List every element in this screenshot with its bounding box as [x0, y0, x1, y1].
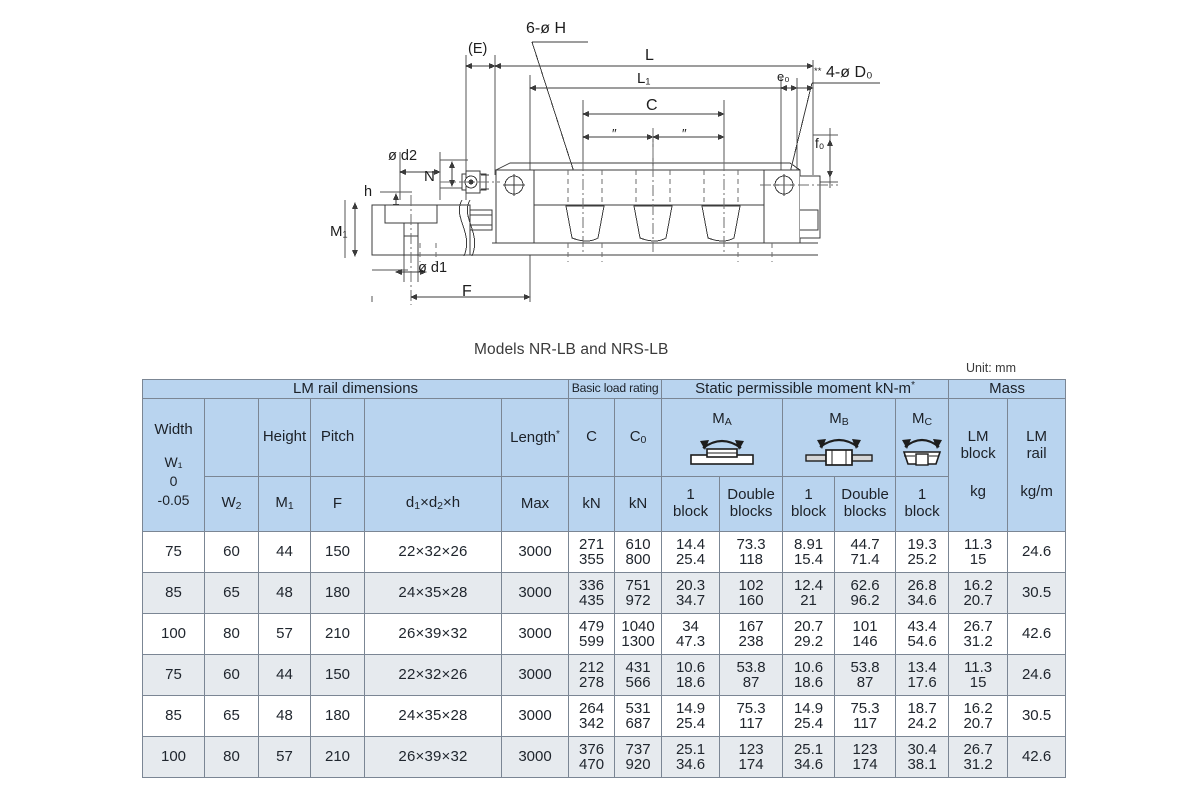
- cell-d1d2h: 22×32×26: [365, 655, 502, 696]
- cell-rail: 42.6: [1008, 737, 1066, 778]
- cell-m1: 44: [259, 655, 311, 696]
- cell-max: 3000: [502, 614, 569, 655]
- moment-mc-icon: [896, 432, 948, 466]
- cell-ma2: 167 238: [720, 614, 783, 655]
- cell-mc: 18.7 24.2: [896, 696, 949, 737]
- specification-table: [142, 379, 1066, 778]
- cell-f: 180: [311, 573, 365, 614]
- cell-ma2: 102 160: [720, 573, 783, 614]
- header-ma: MA: [662, 399, 783, 477]
- cell-w1: 75: [143, 655, 205, 696]
- header-ma-1-block: 1 block: [662, 477, 720, 532]
- cell-m1: 48: [259, 696, 311, 737]
- cell-rail: 24.6: [1008, 532, 1066, 573]
- cell-max: 3000: [502, 532, 569, 573]
- label-phi-d1: ø d1: [418, 260, 448, 276]
- rail-assembly-drawing: [0, 0, 1200, 330]
- cell-ma1: 34 47.3: [662, 614, 720, 655]
- cell-f: 210: [311, 737, 365, 778]
- label-L1: L₁: [637, 70, 651, 87]
- cell-rail: 24.6: [1008, 655, 1066, 696]
- cell-mb1: 20.7 29.2: [783, 614, 835, 655]
- group-static-permissible-moment: Static permissible moment kN-m*: [662, 380, 949, 399]
- header-group-row: [143, 380, 1066, 399]
- cell-rail: 30.5: [1008, 573, 1066, 614]
- cell-mc: 26.8 34.6: [896, 573, 949, 614]
- label-e-paren: (E): [468, 41, 488, 57]
- header-mb: MB: [783, 399, 896, 477]
- cell-c0: 1040 1300: [615, 614, 662, 655]
- cell-d1d2h: 24×35×28: [365, 573, 502, 614]
- cell-c: 336 435: [569, 573, 615, 614]
- cell-mb1: 14.9 25.4: [783, 696, 835, 737]
- cell-w1: 100: [143, 737, 205, 778]
- cell-m1: 44: [259, 532, 311, 573]
- header-lm-block: LM block kg: [949, 399, 1008, 532]
- header-d1d2h-blank: [365, 399, 502, 477]
- moment-mb-icon: [802, 432, 876, 466]
- label-4-phi-d0-prefix: **: [814, 66, 822, 77]
- cell-mc: 43.4 54.6: [896, 614, 949, 655]
- cell-c: 376 470: [569, 737, 615, 778]
- table-row: [143, 655, 1066, 696]
- cell-block: 16.2 20.7: [949, 573, 1008, 614]
- cell-c: 264 342: [569, 696, 615, 737]
- header-length: Length*: [502, 399, 569, 477]
- cell-w2: 60: [205, 532, 259, 573]
- header-mb-double-blocks: Double blocks: [835, 477, 896, 532]
- cell-d1d2h: 26×39×32: [365, 614, 502, 655]
- table-row: [143, 696, 1066, 737]
- cell-f: 150: [311, 655, 365, 696]
- label-f0: f₀: [815, 136, 825, 151]
- group-basic-load-rating: Basic load rating: [569, 380, 662, 399]
- drawing-svg: [0, 0, 1200, 330]
- cell-mb2: 53.8 87: [835, 655, 896, 696]
- cell-block: 11.3 15: [949, 532, 1008, 573]
- cell-ma2: 75.3 117: [720, 696, 783, 737]
- label-6-phi-h: 6-ø H: [526, 20, 566, 37]
- table-head: [143, 380, 1066, 532]
- moment-ma-icon: [685, 432, 759, 466]
- cell-ma1: 20.3 34.7: [662, 573, 720, 614]
- cell-block: 11.3 15: [949, 655, 1008, 696]
- cell-ma1: 14.4 25.4: [662, 532, 720, 573]
- cell-max: 3000: [502, 573, 569, 614]
- unit-note: Unit: mm: [966, 361, 1016, 375]
- table-row: [143, 573, 1066, 614]
- header-height: Height: [259, 399, 311, 477]
- cell-mb1: 8.91 15.4: [783, 532, 835, 573]
- cell-ma1: 25.1 34.6: [662, 737, 720, 778]
- cell-f: 180: [311, 696, 365, 737]
- cell-w1: 75: [143, 532, 205, 573]
- label-tick-left: ″: [612, 126, 617, 141]
- cell-d1d2h: 26×39×32: [365, 737, 502, 778]
- label-C: C: [646, 97, 658, 114]
- header-mc: MC: [896, 399, 949, 477]
- cell-c0: 737 920: [615, 737, 662, 778]
- cell-rail: 42.6: [1008, 614, 1066, 655]
- header-w2: W2: [205, 477, 259, 532]
- label-M1: M₁: [330, 223, 348, 240]
- cell-w2: 80: [205, 614, 259, 655]
- cell-mb2: 123 174: [835, 737, 896, 778]
- header-c-kn: kN: [569, 477, 615, 532]
- cell-c: 479 599: [569, 614, 615, 655]
- header-mc-1-block: 1 block: [896, 477, 949, 532]
- cell-mb2: 101 146: [835, 614, 896, 655]
- cell-c: 271 355: [569, 532, 615, 573]
- header-d1d2h: d1×d2×h: [365, 477, 502, 532]
- cell-f: 210: [311, 614, 365, 655]
- cell-mb1: 10.6 18.6: [783, 655, 835, 696]
- table-row: [143, 737, 1066, 778]
- header-f: F: [311, 477, 365, 532]
- cell-ma2: 73.3 118: [720, 532, 783, 573]
- specification-table-wrapper: [142, 379, 1055, 778]
- cell-c0: 431 566: [615, 655, 662, 696]
- cell-mb1: 12.4 21: [783, 573, 835, 614]
- cell-d1d2h: 22×32×26: [365, 532, 502, 573]
- table-row: [143, 532, 1066, 573]
- header-mb-1-block: 1 block: [783, 477, 835, 532]
- cell-w1: 85: [143, 696, 205, 737]
- header-c0: C0: [615, 399, 662, 477]
- cell-w2: 80: [205, 737, 259, 778]
- header-max: Max: [502, 477, 569, 532]
- header-lm-rail: LM rail kg/m: [1008, 399, 1066, 532]
- cell-m1: 57: [259, 737, 311, 778]
- label-e0: e₀: [777, 69, 790, 84]
- cell-mb2: 62.6 96.2: [835, 573, 896, 614]
- group-lm-rail-dimensions: LM rail dimensions: [143, 380, 569, 399]
- label-tick-right: ″: [682, 126, 687, 141]
- cell-mc: 30.4 38.1: [896, 737, 949, 778]
- cell-c: 212 278: [569, 655, 615, 696]
- cell-m1: 57: [259, 614, 311, 655]
- cell-max: 3000: [502, 655, 569, 696]
- label-N: N: [424, 168, 435, 185]
- header-name-row: [143, 399, 1066, 477]
- figure-caption: Models NR-LB and NRS-LB: [474, 341, 669, 358]
- label-h: h: [364, 184, 373, 200]
- cell-w2: 65: [205, 696, 259, 737]
- cell-block: 26.7 31.2: [949, 737, 1008, 778]
- table-row: [143, 614, 1066, 655]
- cell-w1: 85: [143, 573, 205, 614]
- cell-c0: 531 687: [615, 696, 662, 737]
- cell-ma2: 53.8 87: [720, 655, 783, 696]
- header-c0-kn: kN: [615, 477, 662, 532]
- cell-ma1: 14.9 25.4: [662, 696, 720, 737]
- cell-w2: 65: [205, 573, 259, 614]
- header-w2-blank: [205, 399, 259, 477]
- label-4-phi-d0: 4-ø D₀: [826, 64, 873, 81]
- header-unit-row: [143, 477, 1066, 532]
- cell-mc: 13.4 17.6: [896, 655, 949, 696]
- cell-f: 150: [311, 532, 365, 573]
- cell-mb1: 25.1 34.6: [783, 737, 835, 778]
- cell-mb2: 75.3 117: [835, 696, 896, 737]
- header-pitch: Pitch: [311, 399, 365, 477]
- cell-block: 16.2 20.7: [949, 696, 1008, 737]
- cell-w2: 60: [205, 655, 259, 696]
- header-m1: M1: [259, 477, 311, 532]
- cell-c0: 751 972: [615, 573, 662, 614]
- cell-m1: 48: [259, 573, 311, 614]
- header-width: Width W₁ 0 -0.05: [143, 399, 205, 532]
- table-body: [143, 532, 1066, 778]
- cell-mc: 19.3 25.2: [896, 532, 949, 573]
- header-ma-double-blocks: Double blocks: [720, 477, 783, 532]
- label-L: L: [645, 47, 654, 64]
- cell-max: 3000: [502, 737, 569, 778]
- cell-ma1: 10.6 18.6: [662, 655, 720, 696]
- header-c: C: [569, 399, 615, 477]
- cell-mb2: 44.7 71.4: [835, 532, 896, 573]
- cell-rail: 30.5: [1008, 696, 1066, 737]
- group-mass: Mass: [949, 380, 1066, 399]
- cell-d1d2h: 24×35×28: [365, 696, 502, 737]
- label-phi-d2: ø d2: [388, 148, 418, 164]
- cell-w1: 100: [143, 614, 205, 655]
- cell-ma2: 123 174: [720, 737, 783, 778]
- cell-c0: 610 800: [615, 532, 662, 573]
- cell-max: 3000: [502, 696, 569, 737]
- label-F: F: [462, 283, 472, 300]
- cell-block: 26.7 31.2: [949, 614, 1008, 655]
